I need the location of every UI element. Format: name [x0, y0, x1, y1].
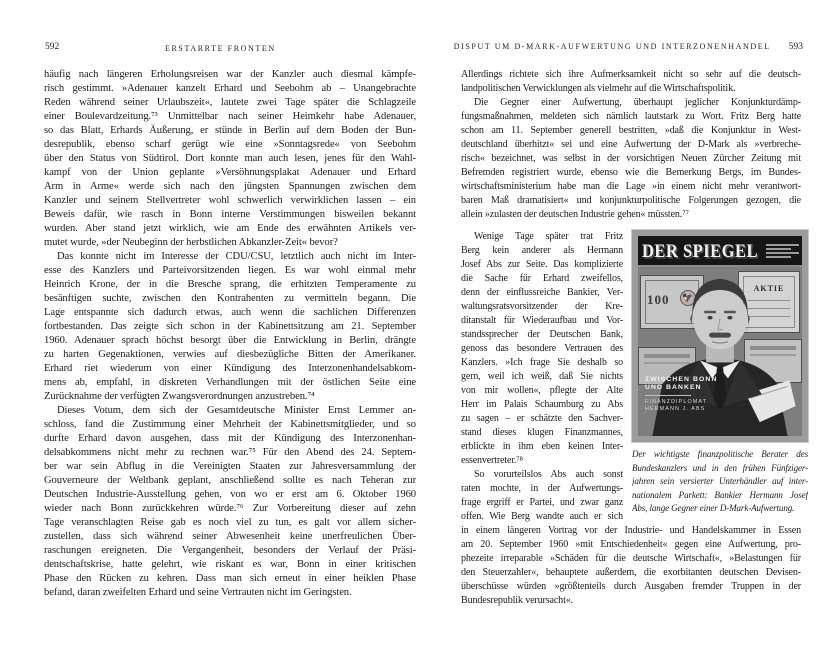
text-line: ber war sein Abflug in die Vereinigten Staaten zur Jahresversammlung der [44, 461, 416, 472]
text-line: fungsmaßnahmen, meldeten sich nämlich lautstark zu Wort. Fritz Berg hatte [461, 111, 801, 122]
text-line: in einem längeren Vortrag vor der Industrie- und Handelskammer in Essen [461, 525, 801, 536]
spiegel-magazine-cover-image [632, 230, 808, 442]
cover-title-block [645, 376, 717, 412]
right-page-narrow-text-column [461, 230, 623, 524]
text-line: die Sache für Erhard zweifellos, [461, 273, 623, 284]
text-line: besänftigen suchte, zwischen den Kontrahenten zu vermitteln begann. Die [44, 293, 416, 304]
left-running-head: ERSTARRTE FRONTEN [165, 44, 276, 53]
text-line: landpolitischen Verwicklungen als vielmehr auf die Wirtschaftspolitik. [461, 83, 736, 94]
text-line: Zurücknahme der verfügten Zwangsverordnungen anzustreben.⁷⁴ [44, 391, 315, 402]
text-line: Josef Abs zur Seite. Das komplizierte [461, 259, 623, 270]
text-line: überschüsse würden »größtenteils durch Ausgaben fremder Truppen in der [461, 581, 801, 592]
text-line: frage ergriff er Partei, und zwar ganz [461, 497, 623, 508]
left-page-text-block [44, 68, 416, 600]
text-line: mens ab, empfahl, in diskreten Verhandlungen mit der östlichen Seite eine [44, 377, 416, 388]
text-line: stand dieses klugen Finanzmannes, [461, 427, 623, 438]
text-line: baren Maß dramatisiert« und konjunkturpolitische Folgerungen gezogen, die [461, 195, 801, 206]
cover-title-divider [645, 395, 691, 396]
text-line: Kanzlers. »Ich frage Sie deshalb so [461, 357, 623, 368]
text-line: Herr im Palais Schaumburg zu Abs [461, 399, 623, 410]
text-line: erblickte in ihm eben keinen Inter- [461, 441, 623, 452]
text-line: So vorurteilslos Abs auch sonst [474, 469, 623, 480]
text-line: einer Boulevardzeitung.⁷³ Unmittelbar nach seiner Heimkehr habe Adenauer, [44, 111, 416, 122]
text-line: Der wichtigste finanzpolitische Berater des [632, 449, 808, 459]
text-line: Bundesrepublik verursacht«. [461, 595, 573, 606]
text-line: Dieses Votum, dem sich der Gesamtdeutsche Minister Ernst Lemmer an- [57, 405, 416, 416]
text-line: raten mochte, in der Aufwertungs- [461, 483, 623, 494]
text-line: Abs, lange Gegner einer D-Mark-Aufwertung. [632, 503, 795, 513]
text-line: genoss das besondere Vertrauen des [461, 343, 623, 354]
cover-subtitle-line: HERMANN J. ABS [645, 405, 706, 412]
text-line: Befremden registriert wurde, ebenso wie die Bemerkung Bergs, im Bundes- [461, 167, 801, 178]
text-line: Das konnte nicht im Interesse der CDU/CSU, letztlich auch nicht im Inter- [57, 251, 416, 262]
text-line: esse des Kanzlers und Parteivorsitzenden liegen. Es war wohl einmal mehr [44, 265, 416, 276]
text-line: Deutschen Industrie-Ausstellung gehen, von wo er erst am 6. Oktober 1960 [44, 489, 416, 500]
text-line: zustellen, dass sich während seiner Abwesenheit keine unerfreulichen Über- [44, 531, 416, 542]
figure-column [632, 230, 808, 524]
text-line: Arm in Arme« werde sich nach den jüngsten Spannungen zwischen dem [44, 181, 416, 192]
text-line: Berg kein anderer als Hermann [461, 245, 623, 256]
text-line: wieder nach Bonn zurückkehren würde.⁷⁶ Zur Vorbereitung dieser auf zehn [44, 503, 416, 514]
text-line: phezeite irreparable »Schäden für die deutsche Wirtschaft«, »Belastungen für [461, 553, 801, 564]
text-line: fortbestanden. Das zeigte sich schon in der Kabinettsitzung am 21. September [44, 321, 416, 332]
issue-info-line [766, 256, 791, 258]
text-line: delsabkommens nicht mehr zu rechnen war.⁷⁵ Für den Abend des 24. Septem- [44, 447, 416, 458]
text-line: Lage entspannte sich dadurch etwas, auch wenn die sachlichen Differenzen [44, 307, 416, 318]
text-line: Reden während seiner Urlaubszeit«, lautete zwei Tage später die Schlagzeile [44, 97, 416, 108]
text-line: offen. Wie Berg wandte auch er sich [461, 511, 623, 522]
issue-info-line [766, 252, 799, 254]
text-line: Kanzler und seinem Stellvertreter wohl schwerlich verwirklichen lassen – ein [44, 195, 416, 206]
text-line: dentschaftskrise, hatte gelehrt, wie riskant es war, Bonn in einer kritischen [44, 559, 416, 570]
cover-title-line: ZWISCHEN BONN [645, 376, 718, 383]
text-line: häufig nach längeren Erholungsreisen war der Kanzler auch diesmal kämpfe- [44, 69, 416, 80]
cover-subtitle-line: FINANZDIPLOMAT [645, 399, 708, 405]
text-line: Bundeskanzlers und in den frühen Fünfziger- [632, 462, 808, 473]
text-line: schloss, fand die Zustimmung einer Mehrheit der Kabinettsmitglieder, und so [44, 419, 416, 430]
right-page-bottom-text-block [461, 524, 801, 608]
text-line: von mir wollen«, pflegte der Alte [461, 385, 623, 396]
text-line: kampf von der Union geplante »Versöhnungsplakat Adenauer und Erhard [44, 167, 416, 178]
text-line: Erhard riet wiederum von einer Kündigung des Interzonenhandelsabkom- [44, 363, 416, 374]
text-line: Phase den Rücken zu kehren. Dass man sich erneut in einer heiklen Phase [44, 573, 416, 584]
text-line: zu harten Gegenaktionen, verwies auf diesbezügliche Bitten der Amerikaner. [44, 349, 416, 360]
text-line: risch gestimmt. »Adenauer kanzelt Erhard und Seebohm ab – Unangebrachte [44, 83, 416, 94]
text-line: essenvertreter.⁷⁸ [461, 455, 523, 466]
text-line: Beweis dafür, wie rasch in Bonn interne Verstimmungen bisweilen bekannt [44, 209, 416, 220]
text-line: Allerdings richtete sich ihre Aufmerksamkeit nicht so sehr auf die deutsch- [461, 69, 801, 80]
text-line: am 20. September 1960 »mit Entschiedenheit« gegen eine Aufwertung, pro- [461, 539, 801, 550]
cover-title-line: UND BANKEN [645, 384, 702, 391]
text-line: Gouverneure der Weltbank geplant, anschließend sollte es nach Teheran zur [44, 475, 416, 486]
text-line: so das Blatt, Erhards Äußerung, er stünde in Berlin auf dem Boden der Bun- [44, 125, 416, 136]
text-line: wurden. Aber stand jetzt wirklich, wie am Ende des erwähnten Artikels ver- [44, 223, 416, 234]
spiegel-cover-photo [638, 267, 802, 436]
spiegel-masthead-band [638, 236, 802, 265]
text-line: deutschland überhitzt« sei und eine Aufwertung der D-Mark als »verbreche- [461, 139, 801, 150]
spiegel-issue-info-block [766, 244, 799, 258]
text-line: desrepublik, ebenso scharf gerügt wie eine »Sonntagsrede« von Seebohm [44, 139, 416, 150]
text-line: waltungsratsvorsitzender der Kre- [461, 301, 623, 312]
issue-info-line [766, 248, 791, 250]
issue-info-line [766, 244, 799, 246]
text-line: risch« bezeichnet, was selbst in der vorsichtigen Neuen Zürcher Zeitung mit [461, 153, 801, 164]
text-line: ditanstalt für Wiederaufbau und Vor- [461, 315, 623, 326]
text-line: 1960. Adenauer sprach höchst besorgt über die Entwicklung in Berlin, drängte [44, 335, 416, 346]
text-line: nationalem Parkett: Bankier Hermann Josef [632, 489, 808, 500]
text-line: mutet wurde, »der Neubeginn der herbstlichen Abkanzler-Zeit« bevor? [44, 237, 338, 248]
text-line: allein »zulasten der deutschen Industrie gehen« müssten.⁷⁷ [461, 209, 689, 220]
text-line: standssprecher der Deutschen Bank, [461, 329, 623, 340]
text-line: Wenige Tage später trat Fritz [474, 231, 623, 242]
figure-caption [632, 448, 808, 516]
certificate-label: AKTIE [753, 284, 785, 293]
text-line: gern, weil ich weiß, daß Sie nichts [461, 371, 623, 382]
left-page-number: 592 [45, 42, 60, 52]
right-page-number: 593 [788, 42, 803, 52]
eagle-emblem-icon: 🦅 [680, 290, 696, 306]
banknote-value-label: 100 [647, 292, 670, 307]
right-page-middle-row [461, 230, 809, 524]
text-line: zu sagen – er schätzte den Sachver- [461, 413, 623, 424]
text-line: den Steuerzahler«, behauptete außerdem, die exorbitanten deutschen Devisen- [461, 567, 801, 578]
text-line: wirtschaftsministerium habe man die Lage »in einem nicht mehr verantwort- [461, 181, 801, 192]
text-line: schon am 11. September generell bestritten, »daß die Konjunktur in West- [461, 125, 801, 136]
right-page-top-text-block [461, 68, 801, 222]
spiegel-masthead-title: DER SPIEGEL [642, 239, 758, 261]
right-page-header [453, 42, 803, 52]
text-line: jahren sein versierter Unterhändler auf inter- [632, 476, 808, 486]
text-line: über den Status von Südtirol. Dort konnte man auch lesen, jenes für den Wahl- [44, 153, 416, 164]
text-line: raschungen ereigneten. Die Vergangenheit, besonders der Verlauf der Präsi- [44, 545, 416, 556]
text-line: durfte Erhard davon ausgehen, dass mit der Kündigung des Interzonenhan- [44, 433, 416, 444]
text-line: Heinrich Krone, der in die Bresche sprang, die erhitzten Temperamente zu [44, 279, 416, 290]
text-line: befand, daran zweifelten Erhard und seine Vertrauten nicht im Geringsten. [44, 587, 352, 598]
text-line: denn der einflussreiche Bankier, Ver- [461, 287, 623, 298]
right-running-head: DISPUT UM D-MARK-AUFWERTUNG UND INTERZONENHANDEL [453, 42, 771, 51]
text-line: Die Gegner einer Aufwertung, überhaupt jeglicher Konjunkturdämp- [474, 97, 801, 108]
spiegel-cover-inner [638, 236, 802, 436]
text-line: Tage veranschlagten Reise gab es noch viel zu tun, es galt vor allem sicher- [44, 517, 416, 528]
